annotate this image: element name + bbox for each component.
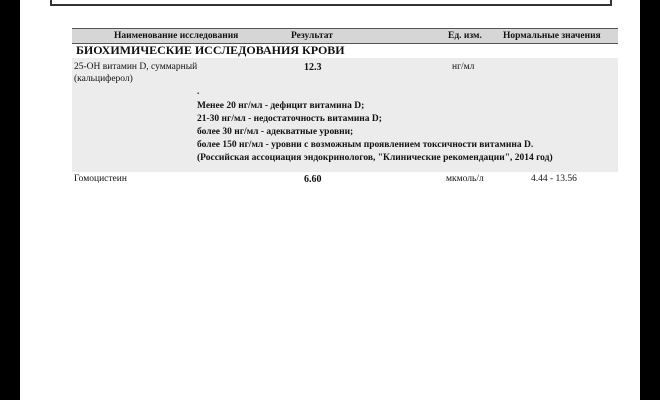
previous-table-border xyxy=(50,0,612,6)
test-name-line-2: (кальциферол) xyxy=(74,74,133,84)
note-line: (Российская ассоциация эндокринологов, "Клинические рекомендации", 2014 год) xyxy=(197,153,553,163)
table-header xyxy=(72,28,618,44)
table-row xyxy=(72,58,618,172)
test-name-line-1: 25-ОН витамин D, суммарный xyxy=(74,62,198,72)
reference-note xyxy=(197,100,553,165)
test-result: 12.3 xyxy=(304,62,322,73)
note-marker: . xyxy=(197,87,200,97)
table-row xyxy=(72,173,618,187)
header-unit: Ед. изм. xyxy=(448,31,482,41)
header-result: Результат xyxy=(291,31,333,41)
note-line: более 30 нг/мл - адекватные уровни; xyxy=(197,127,354,137)
test-name xyxy=(74,61,197,85)
test-unit: нг/мл xyxy=(452,62,475,72)
test-result: 6.60 xyxy=(304,174,322,185)
test-normal-range: 4.44 - 13.56 xyxy=(531,174,577,184)
header-test-name: Наименование исследования xyxy=(114,31,239,41)
section-title: БИОХИМИЧЕСКИЕ ИССЛЕДОВАНИЯ КРОВИ xyxy=(76,43,345,57)
header-normal-values: Нормальные значения xyxy=(503,31,601,41)
test-name: Гомоцистеин xyxy=(74,174,127,184)
note-line: более 150 нг/мл - уровни с возможным проявлением токсичности витамина D. xyxy=(197,140,534,150)
note-line: Менее 20 нг/мл - дефицит витамина D; xyxy=(197,101,365,111)
note-line: 21-30 нг/мл - недостаточность витамина D; xyxy=(197,114,382,124)
test-unit: мкмоль/л xyxy=(446,174,484,184)
document-page xyxy=(20,0,640,400)
